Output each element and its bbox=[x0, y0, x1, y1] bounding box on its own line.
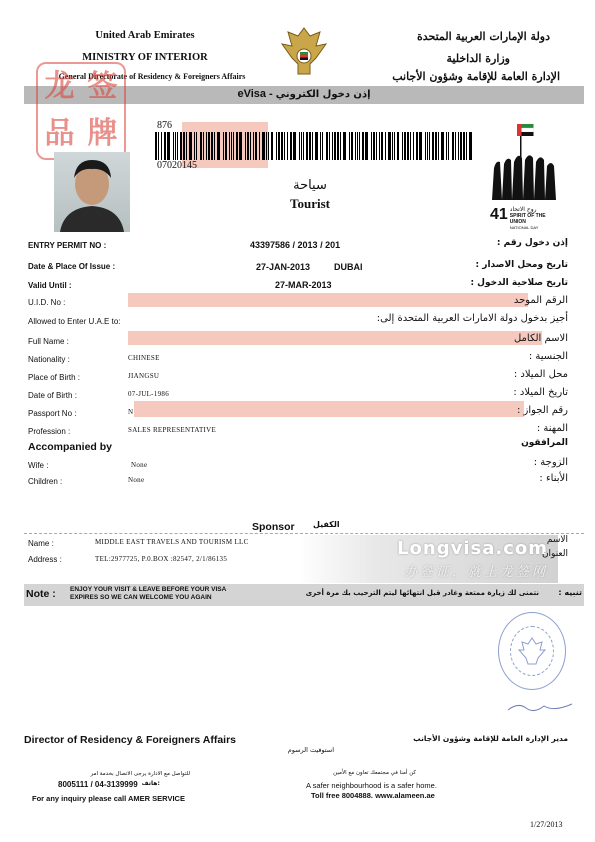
director-title-en: Director of Residency & Foreigners Affairs bbox=[24, 734, 236, 746]
entry-permit-label-ar: إذن دخول رقم : bbox=[496, 238, 568, 248]
note-text-line2: EXPIRES SO WE CAN WELCOME YOU AGAIN bbox=[70, 594, 212, 601]
barcode-bar bbox=[435, 132, 437, 160]
barcode-bar bbox=[223, 132, 224, 160]
union-flag-people-icon bbox=[490, 122, 558, 200]
barcode-bar bbox=[381, 132, 383, 160]
watermark-line2: 办签证，就上龙签网 bbox=[403, 565, 548, 580]
barcode-bar bbox=[359, 132, 360, 160]
barcode-bar bbox=[373, 132, 375, 160]
barcode-bar bbox=[250, 132, 251, 160]
print-date: 1/27/2013 bbox=[530, 820, 563, 829]
barcode-bar bbox=[460, 132, 462, 160]
barcode-bar bbox=[337, 132, 339, 160]
barcode-bar bbox=[315, 132, 318, 160]
country-name-en: United Arab Emirates bbox=[95, 30, 195, 41]
barcode-bar bbox=[161, 132, 162, 160]
barcode-bar bbox=[332, 132, 333, 160]
valid-until-label-ar: تاريخ صلاحية الدخول : bbox=[470, 278, 568, 288]
barcode-bar bbox=[326, 132, 328, 160]
issue-label-ar: تاريخ ومحل الاصدار : bbox=[475, 260, 568, 270]
barcode-bar bbox=[245, 132, 246, 160]
stamp-char: 龙 bbox=[44, 69, 75, 104]
barcode-bar bbox=[404, 132, 406, 160]
barcode-bar bbox=[247, 132, 249, 160]
barcode-bar bbox=[357, 132, 358, 160]
barcode-bar bbox=[320, 132, 321, 160]
sponsor-heading: Sponsor bbox=[252, 521, 295, 533]
ministry-name-en: MINISTRY OF INTERIOR bbox=[82, 52, 208, 63]
alameen-line2: Toll free 8004888. www.alameen.ae bbox=[311, 791, 435, 800]
sponsor-name-label-ar: الاسم bbox=[546, 535, 568, 545]
sponsor-address-value: TEL:2977725, P.0.BOX :82547, 2/1/86135 bbox=[95, 555, 228, 563]
barcode-bar bbox=[299, 132, 300, 160]
note-text-ar: نتمنى لك زيارة ممتعة وغادر قبل انتهائها ليتم الترحيب بك مرة أخرى bbox=[305, 589, 539, 597]
note-text-line1: ENJOY YOUR VISIT & LEAVE BEFORE YOUR VISA bbox=[70, 586, 227, 593]
wife-value: None bbox=[131, 461, 148, 469]
barcode-bar bbox=[340, 132, 341, 160]
sponsor-name-value: MIDDLE EAST TRAVELS AND TOURISM LLC bbox=[95, 538, 249, 546]
red-stamp-seal bbox=[36, 62, 126, 160]
entry-permit-value: 43397586 / 2013 / 201 bbox=[250, 240, 341, 250]
watermark-line1: Longvisa.com bbox=[397, 538, 548, 559]
barcode-bar bbox=[177, 132, 178, 160]
barcode-bar bbox=[233, 132, 234, 160]
barcode-bar bbox=[343, 132, 346, 160]
full-name-label-ar: الاسم الكامل bbox=[513, 333, 568, 344]
visa-type-en: Tourist bbox=[290, 196, 330, 211]
barcode-bar bbox=[211, 132, 213, 160]
nationality-value: CHINESE bbox=[128, 354, 160, 362]
barcode-bar bbox=[155, 132, 157, 160]
barcode-bar bbox=[303, 132, 304, 160]
sponsor-name-label: Name : bbox=[28, 539, 54, 548]
barcode-bar bbox=[200, 132, 202, 160]
profession-label-ar: المهنة : bbox=[536, 423, 568, 434]
allowed-label-ar: أجيز بدخول دولة الامارات العربية المتحدة إلى: bbox=[376, 313, 568, 324]
full-name-label: Full Name : bbox=[28, 337, 69, 346]
barcode-bar bbox=[186, 132, 187, 160]
barcode-bar bbox=[293, 132, 296, 160]
note-label-ar: تنبيه : bbox=[558, 588, 582, 597]
barcode-image bbox=[155, 132, 475, 160]
barcode-bar bbox=[425, 132, 426, 160]
barcode-bar bbox=[329, 132, 330, 160]
barcode-bar bbox=[306, 132, 308, 160]
barcode-bar bbox=[281, 132, 283, 160]
barcode-bar bbox=[225, 132, 227, 160]
barcode-bar bbox=[259, 132, 260, 160]
sponsor-address-label: Address : bbox=[28, 555, 62, 564]
barcode-bar bbox=[217, 132, 220, 160]
place-of-birth-value: JIANGSU bbox=[128, 372, 160, 380]
union-logo bbox=[490, 122, 558, 232]
seal-emblem-icon bbox=[518, 636, 546, 666]
amer-phone: 8005111 / 04-3139999 bbox=[58, 780, 138, 789]
issue-date-value: 27-JAN-2013 bbox=[256, 262, 311, 272]
stamp-char: 品 bbox=[44, 116, 75, 151]
directorate-name-ar: الإدارة العامة للإقامة وشؤون الأجانب bbox=[392, 70, 560, 83]
children-label: Children : bbox=[28, 477, 63, 486]
barcode-bar bbox=[385, 132, 386, 160]
barcode-bar bbox=[394, 132, 395, 160]
barcode-bar bbox=[158, 132, 159, 160]
barcode-bar bbox=[203, 132, 204, 160]
sponsor-address-label-ar: العنوان bbox=[541, 549, 568, 559]
alameen-text-ar: كن أمنا في مجتمعك تعاون مع الأمين bbox=[333, 770, 416, 776]
barcode-bar bbox=[271, 132, 273, 160]
evisa-title-ar: إذن دخول الكتروني bbox=[275, 89, 371, 100]
union-text-ar: روح الاتحاد bbox=[509, 206, 537, 213]
barcode-bar bbox=[255, 132, 257, 160]
entry-permit-label: ENTRY PERMIT NO : bbox=[28, 241, 107, 250]
allowed-label: Allowed to Enter U.A.E to: bbox=[28, 317, 121, 326]
barcode-bar bbox=[239, 132, 242, 160]
accompanied-heading-ar: المرافقون bbox=[521, 438, 568, 448]
barcode-bar bbox=[362, 132, 364, 160]
director-title-ar: مدير الإدارة العامة للإقامة وشؤون الأجانب bbox=[413, 734, 568, 743]
barcode-bar bbox=[463, 132, 465, 160]
wife-label: Wife : bbox=[28, 461, 49, 470]
barcode-bar bbox=[175, 132, 176, 160]
barcode-bar bbox=[413, 132, 414, 160]
evisa-title-en: eVisa - bbox=[237, 88, 273, 100]
barcode-bar bbox=[214, 132, 215, 160]
fees-paid-ar: استوفيت الرسوم bbox=[287, 746, 334, 754]
barcode-bar bbox=[278, 132, 280, 160]
nationality-label: Nationality : bbox=[28, 355, 70, 364]
barcode-bar bbox=[196, 132, 197, 160]
barcode-bar bbox=[164, 132, 166, 160]
children-label-ar: الأبناء : bbox=[539, 473, 568, 484]
barcode-bar bbox=[276, 132, 277, 160]
barcode-bar bbox=[455, 132, 456, 160]
barcode-bar bbox=[309, 132, 311, 160]
uid-label: U.I.D. No : bbox=[28, 298, 66, 307]
barcode-bar bbox=[194, 132, 195, 160]
barcode-bar bbox=[438, 132, 439, 160]
barcode-bar bbox=[208, 132, 210, 160]
barcode-bar bbox=[183, 132, 185, 160]
nationality-label-ar: الجنسية : bbox=[528, 351, 568, 362]
date-of-birth-label-ar: تاريخ الميلاد : bbox=[513, 387, 568, 398]
barcode-bar bbox=[379, 132, 380, 160]
barcode-bar bbox=[416, 132, 418, 160]
barcode-bar bbox=[287, 132, 288, 160]
barcode-bar bbox=[266, 132, 267, 160]
uae-emblem-icon bbox=[280, 24, 328, 80]
barcode-bar bbox=[229, 132, 230, 160]
valid-until-value: 27-MAR-2013 bbox=[275, 280, 332, 290]
place-of-birth-label-ar: محل الميلاد : bbox=[513, 369, 568, 380]
place-of-birth-label: Place of Birth : bbox=[28, 373, 81, 382]
barcode-bottom-number: 07020145 bbox=[157, 160, 197, 171]
barcode-bar bbox=[262, 132, 265, 160]
note-label: Note : bbox=[26, 588, 56, 600]
redaction-uid bbox=[128, 293, 528, 307]
barcode-bar bbox=[284, 132, 285, 160]
signature-icon bbox=[506, 700, 574, 714]
barcode-bar bbox=[349, 132, 350, 160]
union-text-sub: NATIONAL DAY bbox=[509, 225, 539, 230]
barcode-bar bbox=[427, 132, 428, 160]
uid-label-ar: الرقم الموحد bbox=[513, 295, 568, 306]
barcode-bar bbox=[419, 132, 422, 160]
barcode-bar bbox=[410, 132, 411, 160]
barcode-bar bbox=[355, 132, 356, 160]
alameen-line1: A safer neighbourhood is a safer home. bbox=[306, 781, 437, 790]
barcode-bar bbox=[236, 132, 238, 160]
visa-type-ar: سياحة bbox=[293, 178, 327, 193]
barcode-bar bbox=[458, 132, 459, 160]
barcode-bar bbox=[429, 132, 430, 160]
barcode-bar bbox=[466, 132, 467, 160]
wife-label-ar: الزوجة : bbox=[533, 457, 568, 468]
barcode-bar bbox=[253, 132, 254, 160]
barcode-bar bbox=[173, 132, 174, 160]
barcode-bar bbox=[392, 132, 393, 160]
sponsor-divider bbox=[24, 533, 584, 534]
amer-text-en: For any inquiry please call AMER SERVICE bbox=[32, 794, 185, 803]
issue-place-value: DUBAI bbox=[334, 262, 363, 272]
watermark-banner bbox=[298, 535, 558, 583]
union-text-en: SPIRIT OF THE UNION bbox=[509, 213, 546, 225]
barcode-bar bbox=[452, 132, 454, 160]
barcode-bar bbox=[376, 132, 377, 160]
barcode-bar bbox=[206, 132, 207, 160]
barcode-bar bbox=[397, 132, 399, 160]
stamp-char: 签 bbox=[87, 69, 118, 104]
note-bar bbox=[24, 584, 584, 606]
barcode-bar bbox=[432, 132, 434, 160]
barcode-bar bbox=[268, 132, 269, 160]
stamp-char: 牌 bbox=[87, 116, 118, 151]
barcode-bar bbox=[441, 132, 444, 160]
barcode-bar bbox=[365, 132, 368, 160]
barcode-bar bbox=[312, 132, 313, 160]
passport-label-ar: رقم الجواز : bbox=[516, 405, 568, 416]
ministry-name-ar: وزارة الداخلية bbox=[446, 52, 510, 65]
profession-value: SALES REPRESENTATIVE bbox=[128, 426, 217, 434]
amer-phone-label-ar: هاتف: bbox=[141, 780, 160, 787]
issue-label: Date & Place Of Issue : bbox=[28, 262, 116, 271]
profession-label: Profession : bbox=[28, 427, 71, 436]
barcode-bar bbox=[167, 132, 170, 160]
barcode-bar bbox=[322, 132, 323, 160]
amer-text-ar: للتواصل مع الادارة يرجى الاتصال بخدمة امر bbox=[90, 771, 190, 777]
barcode-bar bbox=[388, 132, 391, 160]
barcode-bar bbox=[301, 132, 302, 160]
date-of-birth-label: Date of Birth : bbox=[28, 391, 77, 400]
passport-value: N bbox=[128, 408, 134, 416]
accompanied-heading: Accompanied by bbox=[28, 441, 113, 453]
valid-until-label: Valid Until : bbox=[28, 281, 72, 290]
sponsor-heading-ar: الكفيل bbox=[313, 520, 340, 529]
union-number: 41 bbox=[490, 206, 508, 223]
barcode-bar bbox=[448, 132, 449, 160]
barcode-bar bbox=[371, 132, 372, 160]
barcode-bar bbox=[231, 132, 232, 160]
redaction-passport bbox=[134, 401, 524, 417]
barcode-bar bbox=[180, 132, 182, 160]
barcode-bar bbox=[407, 132, 409, 160]
holder-photo bbox=[54, 152, 130, 232]
barcode-top-number: 876 bbox=[157, 120, 172, 131]
children-value: None bbox=[128, 476, 145, 484]
barcode-bar bbox=[469, 132, 472, 160]
directorate-name-en: General Directorate of Residency & Foreigners Affairs bbox=[58, 72, 246, 81]
barcode-bar bbox=[189, 132, 192, 160]
country-name-ar: دولة الإمارات العربية المتحدة bbox=[416, 30, 550, 43]
barcode-bar bbox=[351, 132, 353, 160]
barcode-bar bbox=[290, 132, 292, 160]
barcode-bar bbox=[334, 132, 336, 160]
barcode-bar bbox=[446, 132, 447, 160]
passport-label: Passport No : bbox=[28, 409, 77, 418]
barcode-bar bbox=[402, 132, 403, 160]
date-of-birth-value: 07-JUL-1986 bbox=[128, 390, 170, 398]
